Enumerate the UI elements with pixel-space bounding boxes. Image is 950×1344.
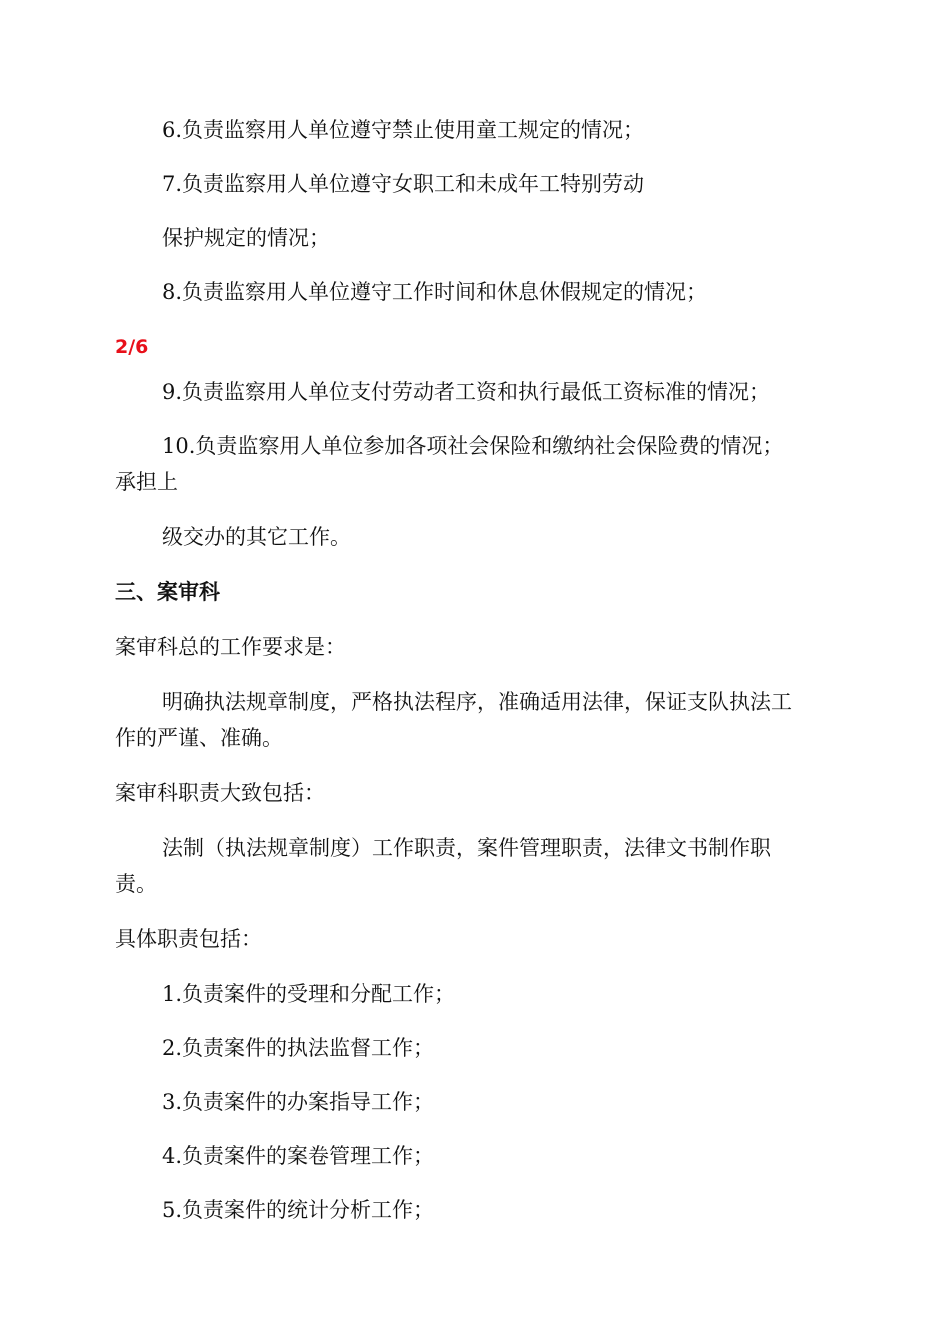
list-item: 3.负责案件的办案指导工作； [162, 1090, 435, 1114]
list-item: 2.负责案件的执法监督工作； [162, 1036, 435, 1060]
duty-line-7: 7.负责监察用人单位遵守女职工和未成年工特别劳动 [162, 172, 645, 196]
duty-line-10: 10.负责监察用人单位参加各项社会保险和缴纳社会保险费的情况； [162, 434, 784, 458]
duty-line-9: 9.负责监察用人单位支付劳动者工资和执行最低工资标准的情况； [162, 380, 771, 404]
duty-line-10-continuation: 级交办的其它工作。 [162, 525, 351, 549]
page-marker: 2/6 [115, 336, 149, 358]
duties-label: 案审科职责大致包括： [115, 781, 325, 805]
specific-label: 具体职责包括： [115, 927, 262, 951]
list-item: 1.负责案件的受理和分配工作； [162, 982, 456, 1006]
duties-text-line1: 法制（执法规章制度）工作职责，案件管理职责，法律文书制作职 [162, 836, 771, 860]
list-item: 4.负责案件的案卷管理工作； [162, 1144, 435, 1168]
duty-line-8: 8.负责监察用人单位遵守工作时间和休息休假规定的情况； [162, 280, 708, 304]
section-heading: 三、案审科 [115, 580, 220, 604]
requirements-label: 案审科总的工作要求是： [115, 635, 346, 659]
duty-line-7-continuation: 保护规定的情况； [162, 226, 330, 250]
list-item: 5.负责案件的统计分析工作； [162, 1198, 435, 1222]
duty-line-6: 6.负责监察用人单位遵守禁止使用童工规定的情况； [162, 118, 645, 142]
duties-text-line2: 责。 [115, 872, 157, 896]
duty-line-10-wrap: 承担上 [115, 470, 178, 494]
requirements-text-line1: 明确执法规章制度，严格执法程序，准确适用法律，保证支队执法工 [162, 690, 792, 714]
requirements-text-line2: 作的严谨、准确。 [115, 726, 283, 750]
